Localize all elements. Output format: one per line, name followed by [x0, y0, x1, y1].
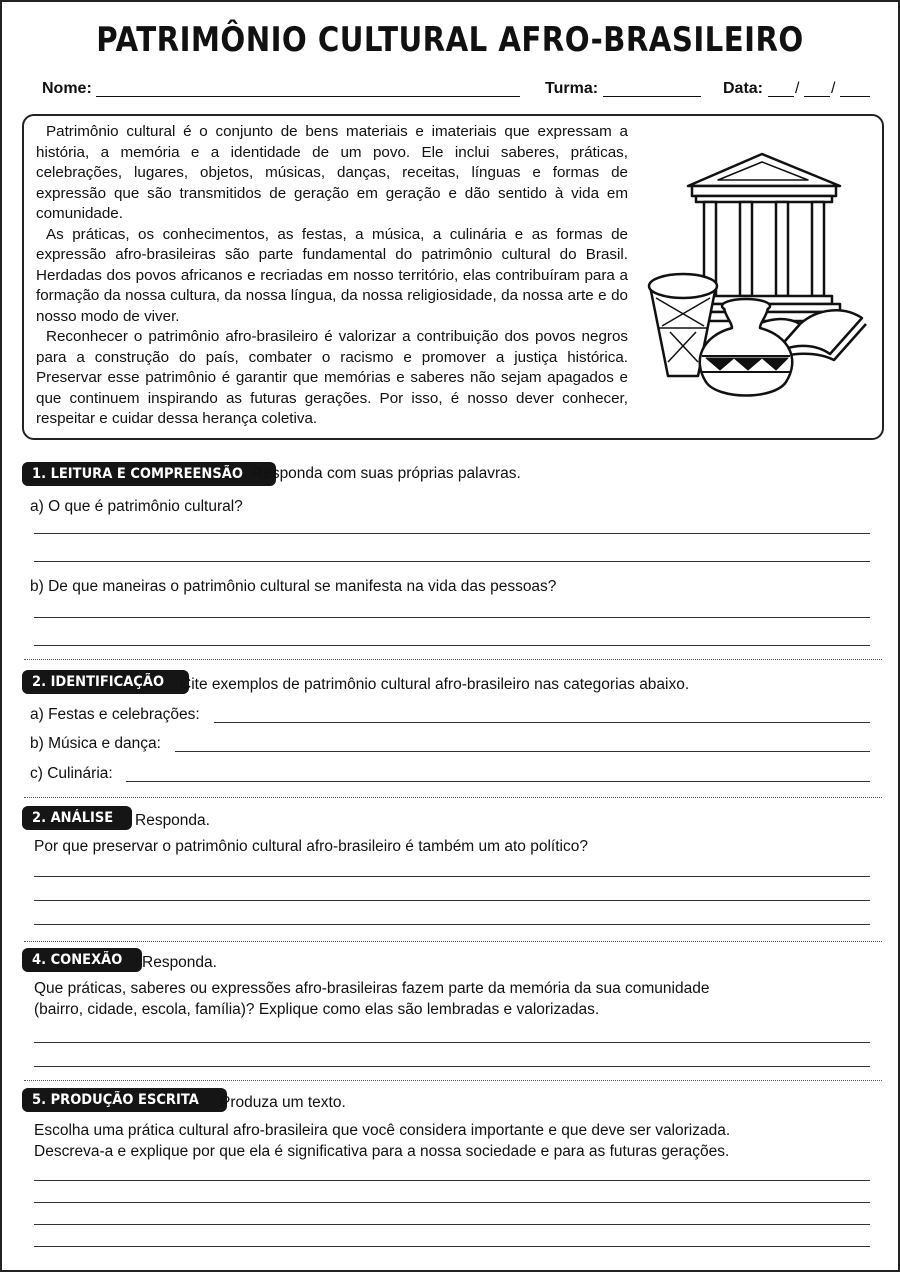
answer-line[interactable]: [34, 924, 870, 925]
section-badge: 1. LEITURA E COMPREENSÃO: [22, 462, 276, 486]
category-musica-field[interactable]: [175, 751, 870, 752]
date-label: Data:: [723, 80, 764, 97]
answer-line[interactable]: [34, 1042, 870, 1043]
answer-line[interactable]: [34, 617, 870, 618]
heritage-illustration: [640, 146, 876, 406]
answer-line[interactable]: [34, 1246, 870, 1247]
answer-line[interactable]: [34, 561, 870, 562]
intro-text: [36, 122, 628, 430]
class-label: Turma:: [545, 80, 599, 97]
student-info-header: [42, 78, 872, 102]
section-instruction: Responda com suas próprias palavras.: [252, 465, 521, 482]
section-divider: [24, 1080, 882, 1081]
answer-line[interactable]: [34, 533, 870, 534]
section-instruction: Responda.: [142, 954, 217, 971]
answer-line[interactable]: [34, 1224, 870, 1225]
section-divider: [24, 797, 882, 798]
answer-line[interactable]: [34, 645, 870, 646]
answer-line[interactable]: [34, 900, 870, 901]
section-divider: [24, 941, 882, 942]
date-separator: /: [795, 80, 800, 97]
intro-paragraph: Reconhecer o patrimônio afro-brasileiro é valorizar a contribuição dos povos negros para a construção do país, combater o racismo e promover a justiça histórica. Preservar esse patrimônio é garantir que memórias e saberes não sejam apagados e que continuem inspirando as futuras gerações. Por isso, é nosso dever conhecer, respeitar e cuidar dessa herança coletiva.: [36, 328, 628, 427]
category-musica-label: b) Música e dança:: [30, 735, 161, 752]
answer-line[interactable]: [34, 1180, 870, 1181]
category-festas-field[interactable]: [214, 722, 870, 723]
intro-paragraph: Patrimônio cultural é o conjunto de bens materiais e imateriais que expressam a história, a memória e a identidade de um povo. Ele inclui saberes, práticas, celebrações, lugares, objetos, músicas, danças, receitas, línguas e formas de expressão que são transmitidos de geração em geração e dão sentido à vida em comunidade.: [36, 123, 628, 222]
section-instruction: Cite exemplos de patrimônio cultural afro-brasileiro nas categorias abaixo.: [180, 676, 690, 693]
question-writing-line2: Descreva-a e explique por que ela é significativa para a nossa sociedade e para as futuras gerações.: [34, 1143, 730, 1160]
question-writing-line1: Escolha uma prática cultural afro-brasileira que você considera importante e que deve ser valorizada.: [34, 1122, 731, 1139]
category-culinaria-field[interactable]: [126, 781, 870, 782]
question-b: b) De que maneiras o patrimônio cultural se manifesta na vida das pessoas?: [30, 578, 557, 595]
answer-line[interactable]: [34, 876, 870, 877]
category-culinaria-label: c) Culinária:: [30, 765, 113, 782]
intro-paragraph: As práticas, os conhecimentos, as festas, a música, a culinária e as formas de expressão afro-brasileiras são parte fundamental do patrimônio cultural do Brasil. Herdadas dos povos africanos e recriadas em nosso território, elas contribuíram para a formação da nossa cultura, da nossa língua, da nossa religiosidade, da nossa arte e do nosso modo de viver.: [36, 225, 628, 325]
question-connection-line2: (bairro, cidade, escola, família)? Explique como elas são lembradas e valorizadas.: [34, 1001, 600, 1018]
section-instruction: Responda.: [135, 812, 210, 829]
section-badge: 2. IDENTIFICAÇÃO: [22, 670, 189, 694]
name-field[interactable]: [96, 96, 520, 97]
page-title: PATRIMÔNIO CULTURAL AFRO-BRASILEIRO: [96, 20, 804, 60]
section-badge: 4. CONEXÃO: [22, 948, 142, 972]
intro-box: [22, 114, 884, 440]
class-field[interactable]: [603, 96, 701, 97]
question-connection-line1: Que práticas, saberes ou expressões afro-brasileiras fazem parte da memória da sua comunidade: [34, 980, 710, 997]
name-label: Nome:: [42, 80, 92, 97]
date-month-field[interactable]: [804, 96, 830, 97]
category-festas-label: a) Festas e celebrações:: [30, 706, 200, 723]
question-a: a) O que é patrimônio cultural?: [30, 498, 243, 515]
date-day-field[interactable]: [768, 96, 794, 97]
section-divider: [24, 659, 882, 660]
answer-line[interactable]: [34, 1202, 870, 1203]
section-instruction: Produza um texto.: [220, 1094, 346, 1111]
section-badge: 5. PRODUÇÃO ESCRITA: [22, 1088, 227, 1112]
date-separator: /: [831, 80, 836, 97]
answer-line[interactable]: [34, 1066, 870, 1067]
date-year-field[interactable]: [840, 96, 870, 97]
section-badge: 2. ANÁLISE: [22, 806, 132, 830]
question-analysis: Por que preservar o patrimônio cultural afro-brasileiro é também um ato político?: [34, 838, 588, 855]
